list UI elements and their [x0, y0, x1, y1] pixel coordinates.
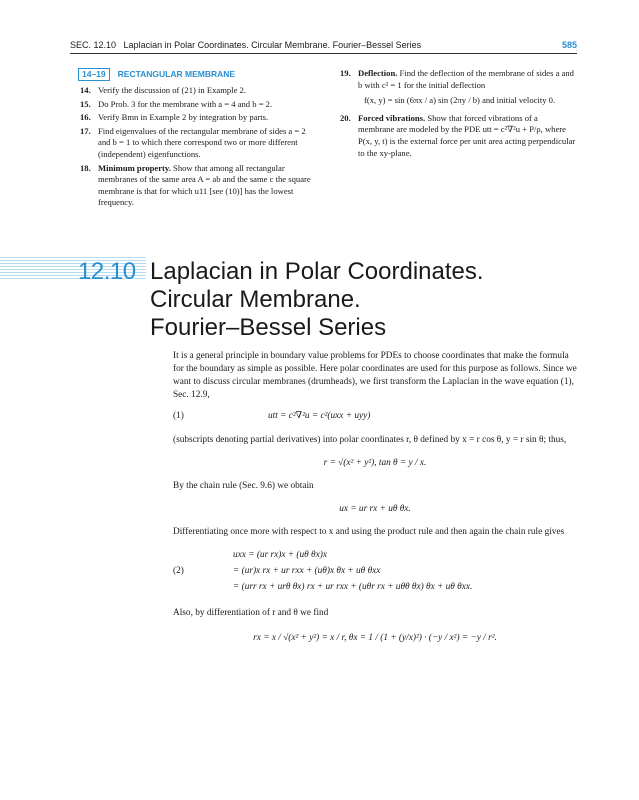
- problem-16: 16. Verify Bmn in Example 2 by integration by parts.: [80, 112, 269, 123]
- running-header: [70, 40, 577, 50]
- problem-20: 20. Forced vibrations. Show that forced vibrations of a membrane are modeled by the PDE utt = c²∇²u + P/ρ, where P(x, y, t) is the external force per unit area acting perpendicular to the xy-plane.: [340, 112, 576, 158]
- problem-set-right-column: [340, 68, 576, 161]
- equation-2-label: (2): [173, 566, 184, 576]
- derivative-equation: rx = x / √(x² + y²) = x / r, θx = 1 / (1 + (y/x)²) · (−y / x²) = −y / r².: [253, 633, 497, 643]
- section-title-line-2: Circular Membrane.: [150, 286, 361, 313]
- equation-2-line-2: = (ur)x rx + ur rxx + (uθ)x θx + uθ θxx: [233, 566, 381, 576]
- section-title-line-1: Laplacian in Polar Coordinates.: [150, 258, 484, 285]
- chain-rule-equation: ux = ur rx + uθ θx.: [339, 504, 411, 514]
- problem-14: 14. Verify the discussion of (21) in Example 2.: [80, 85, 246, 95]
- polar-equation: r = √(x² + y²), tan θ = y / x.: [323, 458, 427, 468]
- differentiation-paragraph: Differentiating once more with respect to x and using the product rule and then again the chain rule gives: [173, 527, 565, 537]
- intro-paragraph: It is a general principle in boundary value problems for PDEs to choose coordinates that make the formula for the boundary as simple as possible. Here polar coordinates are used for this purpose as follows. Since we want to discuss circular membranes (drumheads), we first transform the Laplacian in the wave equation (1), Sec. 12.9,: [173, 351, 577, 400]
- header-section: SEC. 12.10: [70, 40, 117, 50]
- header-rule: [70, 53, 577, 54]
- header-title: Laplacian in Polar Coordinates. Circular Membrane. Fourier–Bessel Series: [123, 40, 422, 50]
- problem-set-left-column: [80, 68, 320, 211]
- section-title: [150, 258, 484, 342]
- equation-2-line-1: uxx = (ur rx)x + (uθ θx)x: [233, 550, 327, 560]
- section-number: 12.10: [78, 258, 136, 285]
- problem-15: 15. Do Prob. 3 for the membrane with a = 4 and b = 2.: [80, 98, 273, 109]
- polar-paragraph: (subscripts denoting partial derivatives) into polar coordinates r, θ defined by x = r cos θ, y = r sin θ; thus,: [173, 435, 567, 445]
- problem-19-formula: f(x, y) = sin (6πx / a) sin (2πy / b) and initial velocity 0.: [364, 95, 556, 106]
- problem-19: 19. Deflection. Find the deflection of the membrane of sides a and b with c² = 1 for the initial deflection: [340, 68, 574, 90]
- chain-rule-paragraph: By the chain rule (Sec. 9.6) we obtain: [173, 481, 314, 491]
- equation-1: [173, 408, 577, 428]
- section-title-line-3: Fourier–Bessel Series: [150, 314, 387, 341]
- equation-2: [173, 549, 577, 597]
- problem-18: 18. Minimum property. Show that among all rectangular membranes of the same area A = ab and the same c the square membrane is that for which u11 [see (10)] has the lowest frequency.: [80, 162, 311, 208]
- problem-set-heading: [78, 68, 320, 81]
- section-body: [173, 350, 577, 645]
- problem-set-title: RECTANGULAR MEMBRANE: [117, 68, 236, 79]
- derivative-paragraph: Also, by differentiation of r and θ we find: [173, 608, 329, 618]
- equation-2-line-3: = (urr rx + urθ θx) rx + ur rxx + (uθr rx + uθθ θx) θx + uθ θxx.: [233, 582, 473, 592]
- problem-range: 14–19: [78, 68, 110, 81]
- equation-1-body: utt = c²∇²u = c²(uxx + uyy): [268, 411, 371, 421]
- equation-1-label: (1): [173, 411, 184, 421]
- page-number: 585: [561, 40, 577, 50]
- problem-17: 17. Find eigenvalues of the rectangular membrane of sides a = 2 and b = 1 to which there correspond two or more different (independent) eigenfunctions.: [80, 125, 306, 159]
